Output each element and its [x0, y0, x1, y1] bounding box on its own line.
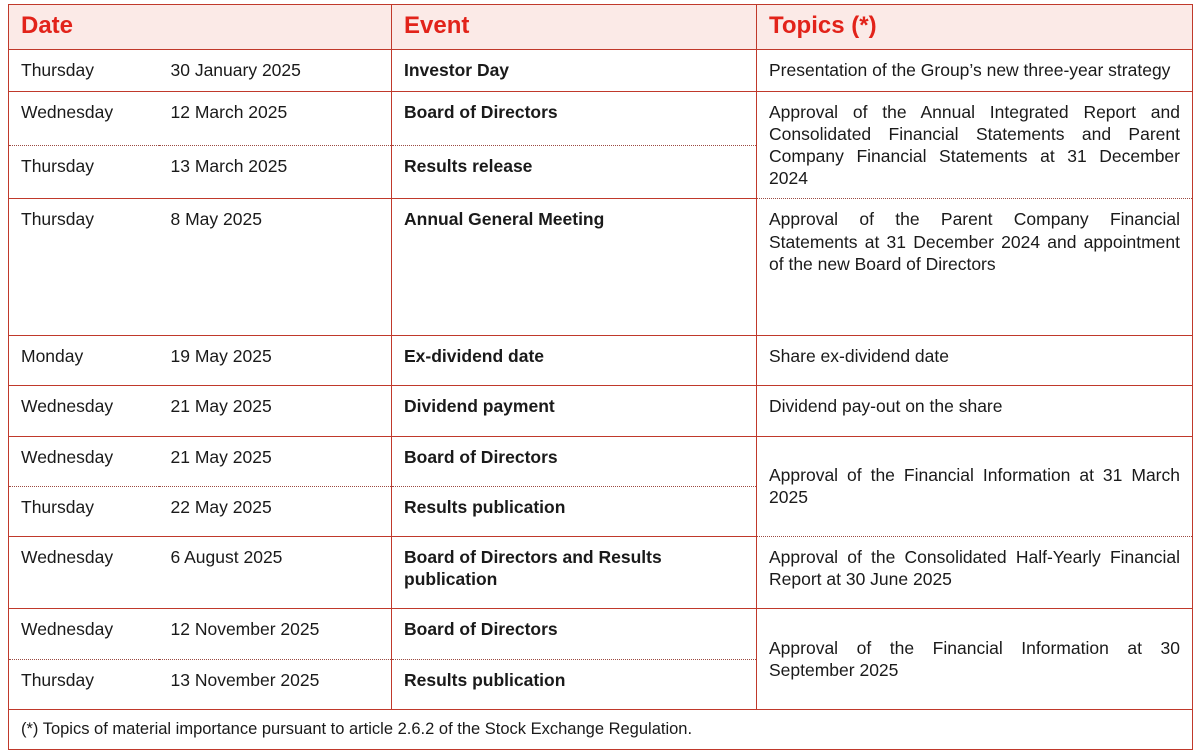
cell-date: 8 May 2025	[159, 199, 392, 336]
cell-day: Wednesday	[9, 386, 159, 436]
cell-day: Wednesday	[9, 537, 159, 609]
table-row	[9, 609, 1193, 659]
table-row	[9, 436, 1193, 486]
cell-day: Thursday	[9, 199, 159, 336]
cell-topic: Dividend pay-out on the share	[757, 386, 1193, 436]
cell-topic: Approval of the Annual Integrated Report and Consolidated Financial Statements and Parent Company Financial Statements at 31 December 2024	[757, 91, 1193, 199]
table-header	[9, 5, 1193, 50]
cell-date: 6 August 2025	[159, 537, 392, 609]
cell-event: Board of Directors	[392, 436, 757, 486]
table-row	[9, 91, 1193, 145]
cell-event: Board of Directors	[392, 91, 757, 145]
table-row	[9, 50, 1193, 91]
table-row	[9, 199, 1193, 336]
column-header-date: Date	[9, 5, 159, 50]
cell-day: Thursday	[9, 50, 159, 91]
table-body	[9, 50, 1193, 710]
cell-topic: Approval of the Financial Information at 31 March 2025	[757, 436, 1193, 536]
cell-day: Monday	[9, 336, 159, 386]
cell-event: Board of Directors	[392, 609, 757, 659]
cell-date: 21 May 2025	[159, 436, 392, 486]
cell-date: 12 March 2025	[159, 91, 392, 145]
column-header-event: Event	[392, 5, 757, 50]
cell-event: Results release	[392, 145, 757, 199]
cell-event: Results publication	[392, 486, 757, 536]
cell-topic: Approval of the Consolidated Half-Yearly Financial Report at 30 June 2025	[757, 537, 1193, 609]
cell-topic: Approval of the Financial Information at 30 September 2025	[757, 609, 1193, 709]
cell-topic: Presentation of the Group’s new three-year strategy	[757, 50, 1193, 91]
cell-date: 19 May 2025	[159, 336, 392, 386]
table-row	[9, 537, 1193, 609]
table-row	[9, 386, 1193, 436]
cell-date: 13 March 2025	[159, 145, 392, 199]
cell-date: 30 January 2025	[159, 50, 392, 91]
cell-date: 12 November 2025	[159, 609, 392, 659]
footnote-row	[9, 709, 1193, 749]
table-row	[9, 336, 1193, 386]
cell-day: Thursday	[9, 659, 159, 709]
cell-event: Investor Day	[392, 50, 757, 91]
cell-topic: Approval of the Parent Company Financial Statements at 31 December 2024 and appointment of the new Board of Directors	[757, 199, 1193, 336]
cell-event: Board of Directors and Results publication	[392, 537, 757, 609]
table-footer	[9, 709, 1193, 749]
column-header-date-spacer	[159, 5, 392, 50]
financial-calendar-table	[8, 4, 1193, 750]
cell-date: 21 May 2025	[159, 386, 392, 436]
footnote-text: (*) Topics of material importance pursuant to article 2.6.2 of the Stock Exchange Regulation.	[9, 709, 1193, 749]
cell-date: 22 May 2025	[159, 486, 392, 536]
cell-day: Thursday	[9, 486, 159, 536]
header-row	[9, 5, 1193, 50]
cell-event: Ex-dividend date	[392, 336, 757, 386]
cell-day: Thursday	[9, 145, 159, 199]
cell-date: 13 November 2025	[159, 659, 392, 709]
column-header-topics: Topics (*)	[757, 5, 1193, 50]
cell-event: Annual General Meeting	[392, 199, 757, 336]
cell-day: Wednesday	[9, 609, 159, 659]
cell-topic: Share ex-dividend date	[757, 336, 1193, 386]
cell-day: Wednesday	[9, 91, 159, 145]
cell-event: Results publication	[392, 659, 757, 709]
cell-event: Dividend payment	[392, 386, 757, 436]
cell-day: Wednesday	[9, 436, 159, 486]
